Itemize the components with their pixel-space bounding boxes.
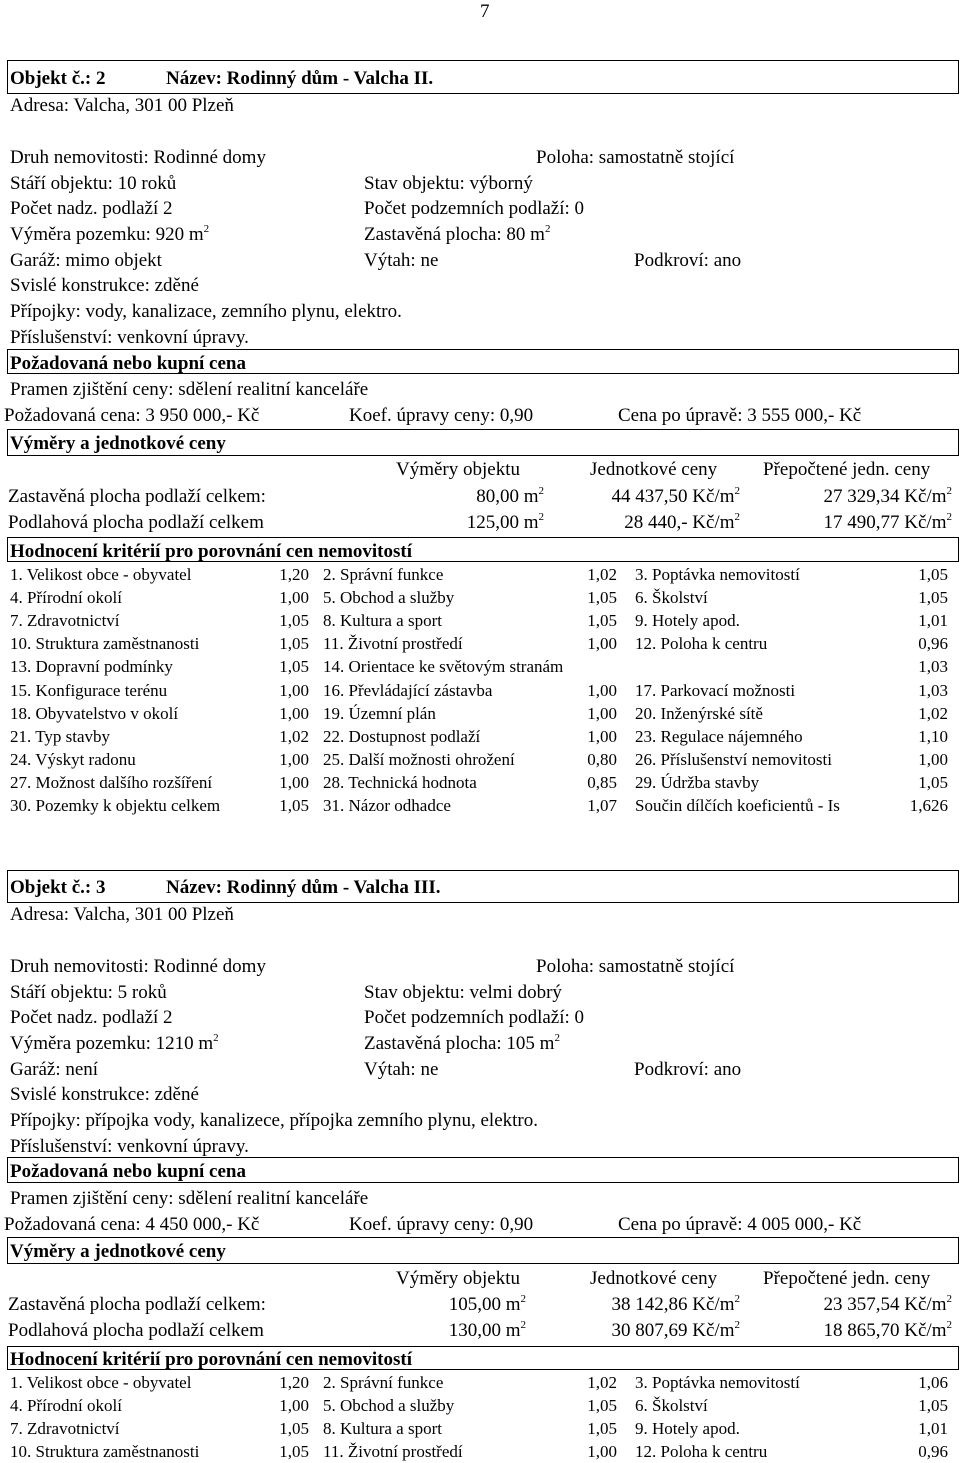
criterion-label: 5. Obchod a služby [323, 588, 455, 608]
row-built-area-label: Zastavěná plocha podlaží celkem: [8, 486, 266, 507]
row-floor-area-label: Podlahová plocha podlaží celkem [8, 512, 264, 533]
floors-below: Počet podzemních podlaží: 0 [364, 198, 585, 219]
criterion-label: 10. Struktura zaměstnanosti [10, 1442, 200, 1462]
criterion-label: 24. Výskyt radonu [10, 749, 136, 769]
asked-price: Požadovaná cena: 4 450 000,- Kč [4, 1214, 260, 1235]
price-source: Pramen zjištění ceny: sdělení realitní kanceláře [10, 1188, 369, 1209]
criterion-value: 1,00 [279, 749, 309, 769]
floors-above: Počet nadz. podlaží 2 [10, 198, 173, 219]
row-built-area-recalc: 27 329,34 $Kč/m^2$ [823, 485, 952, 507]
criterion-label: 11. Životní prostředí [323, 634, 463, 654]
row-floor-area-label: Podlahová plocha podlaží celkem [8, 1320, 264, 1341]
col-header-unit-price: Jednotkové ceny [590, 1268, 718, 1289]
criterion-value: 1,626 [909, 796, 948, 815]
built-area: Zastavěná plocha: 105 $m^2$ [364, 1032, 560, 1054]
price-coefficient: Koef. úpravy ceny: 0,90 [349, 1214, 534, 1235]
col-header-recalc-price: Přepočtené jedn. ceny [763, 459, 931, 480]
criterion-value: 1,05 [587, 611, 617, 631]
criterion-value: 1,05 [279, 1442, 309, 1462]
criterion-label: 15. Konfigurace terénu [10, 680, 168, 700]
criterion-value: 1,05 [918, 588, 948, 608]
criterion-value: 1,00 [279, 1396, 309, 1416]
row-floor-area-unit-price: 28 440,- $Kč/m^2$ [624, 511, 740, 533]
criterion-value: 1,05 [918, 565, 948, 584]
criterion-label: 5. Obchod a služby [323, 1396, 455, 1416]
elevator: Výtah: ne [364, 250, 439, 271]
row-built-area-unit-price: 38 142,86 $Kč/m^2$ [611, 1293, 740, 1315]
criterion-value: 1,00 [279, 772, 309, 792]
criterion-value: 0,96 [918, 634, 948, 654]
criterion-value: 1,00 [279, 703, 309, 723]
criterion-value: 1,05 [279, 796, 309, 815]
criterion-value: 1,20 [279, 565, 309, 584]
object-header-box [7, 60, 959, 94]
structures: Svislé konstrukce: zděné [10, 1084, 199, 1105]
object-number: Objekt č.: 2 [10, 68, 106, 89]
position: Poloha: samostatně stojící [536, 956, 735, 977]
criterion-value: 1,05 [587, 1396, 617, 1416]
criterion-label: 16. Převládající zástavba [323, 680, 493, 700]
criterion-value: 0,85 [587, 772, 617, 792]
row-floor-area-value: 125,00 $m^2$ [466, 511, 544, 533]
asked-price: Požadovaná cena: 3 950 000,- Kč [4, 405, 260, 426]
attic: Podkroví: ano [634, 1059, 742, 1080]
col-header-recalc-price: Přepočtené jedn. ceny [763, 1268, 931, 1289]
criterion-label: 25. Další možnosti ohrožení [323, 749, 515, 769]
criterion-label: 3. Poptávka nemovitostí [635, 1373, 800, 1392]
criterion-label: Součin dílčích koeficientů - Is [635, 796, 840, 815]
row-built-area-unit-price: 44 437,50 $Kč/m^2$ [611, 485, 740, 507]
criterion-value: 1,02 [279, 726, 309, 746]
property-type: Druh nemovitosti: Rodinné domy [10, 956, 266, 977]
criterion-value: 1,03 [918, 680, 948, 700]
criterion-label: 30. Pozemky k objektu celkem [10, 796, 221, 815]
criterion-value: 1,01 [918, 611, 948, 631]
criterion-value: 1,06 [918, 1373, 948, 1392]
criterion-value: 1,00 [279, 588, 309, 608]
criterion-value: 1,05 [918, 1396, 948, 1416]
criterion-label: 9. Hotely apod. [635, 611, 740, 631]
criterion-value: 1,03 [918, 657, 948, 677]
garage: Garáž: není [10, 1059, 99, 1080]
accessories: Příslušenství: venkovní úpravy. [10, 1136, 249, 1157]
age: Stáří objektu: 10 roků [10, 173, 177, 194]
criterion-value: 1,00 [587, 726, 617, 746]
criterion-label: 10. Struktura zaměstnanosti [10, 634, 200, 654]
position: Poloha: samostatně stojící [536, 147, 735, 168]
criterion-label: 1. Velikost obce - obyvatel [10, 565, 192, 584]
criterion-label: 19. Územní plán [323, 703, 436, 723]
criterion-value: 0,96 [918, 1442, 948, 1462]
row-floor-area-recalc: 18 865,70 $Kč/m^2$ [823, 1319, 952, 1341]
row-built-area-label: Zastavěná plocha podlaží celkem: [8, 1294, 266, 1315]
price-section-title: Požadovaná nebo kupní cena [10, 1161, 246, 1182]
areas-section-title: Výměry a jednotkové ceny [10, 1241, 226, 1262]
criterion-label: 12. Poloha k centru [635, 1442, 768, 1462]
criterion-label: 17. Parkovací možnosti [635, 680, 796, 700]
row-floor-area-value: 130,00 $m^2$ [448, 1319, 526, 1341]
criterion-value: 1,05 [587, 1419, 617, 1439]
criterion-label: 29. Údržba stavby [635, 772, 760, 792]
adjusted-price: Cena po úpravě: 4 005 000,- Kč [618, 1214, 862, 1235]
floors-below: Počet podzemních podlaží: 0 [364, 1007, 585, 1028]
criterion-label: 7. Zdravotnictví [10, 611, 120, 631]
criterion-label: 8. Kultura a sport [323, 1419, 442, 1439]
criterion-value: 1,01 [918, 1419, 948, 1439]
price-source: Pramen zjištění ceny: sdělení realitní kanceláře [10, 379, 369, 400]
connections: Přípojky: vody, kanalizace, zemního plynu, elektro. [10, 301, 402, 322]
criterion-label: 23. Regulace nájemného [635, 726, 803, 746]
price-coefficient: Koef. úpravy ceny: 0,90 [349, 405, 534, 426]
built-area: Zastavěná plocha: 80 $m^2$ [364, 223, 551, 245]
criterion-value: 1,00 [587, 1442, 617, 1462]
criterion-value: 1,00 [587, 703, 617, 723]
criterion-value: 1,05 [279, 1419, 309, 1439]
criterion-label: 1. Velikost obce - obyvatel [10, 1373, 192, 1392]
criterion-label: 12. Poloha k centru [635, 634, 768, 654]
connections: Přípojky: přípojka vody, kanalizece, přípojka zemního plynu, elektro. [10, 1110, 538, 1131]
condition: Stav objektu: velmi dobrý [364, 982, 562, 1003]
criterion-label: 4. Přírodní okolí [10, 588, 122, 608]
criterion-label: 18. Obyvatelstvo v okolí [10, 703, 179, 723]
criterion-value: 1,02 [918, 703, 948, 723]
criterion-label: 22. Dostupnost podlaží [323, 726, 481, 746]
areas-section-title: Výměry a jednotkové ceny [10, 433, 226, 454]
criterion-value: 1,00 [918, 749, 948, 769]
floors-above: Počet nadz. podlaží 2 [10, 1007, 173, 1028]
criterion-label: 8. Kultura a sport [323, 611, 442, 631]
criterion-value: 1,05 [279, 657, 309, 677]
criterion-value: 1,05 [279, 611, 309, 631]
row-built-area-recalc: 23 357,54 $Kč/m^2$ [823, 1293, 952, 1315]
criterion-label: 6. Školství [635, 588, 708, 608]
criterion-label: 3. Poptávka nemovitostí [635, 565, 800, 584]
criterion-label: 27. Možnost dalšího rozšíření [10, 772, 213, 792]
address: Adresa: Valcha, 301 00 Plzeň [10, 95, 234, 116]
object-number: Objekt č.: 3 [10, 877, 106, 898]
criterion-value: 1,00 [587, 634, 617, 654]
criterion-label: 14. Orientace ke světovým stranám [323, 657, 564, 677]
criteria-section-title: Hodnocení kritérií pro porovnání cen nemovitostí [10, 541, 412, 562]
criterion-value: 1,00 [587, 680, 617, 700]
condition: Stav objektu: výborný [364, 173, 533, 194]
adjusted-price: Cena po úpravě: 3 555 000,- Kč [618, 405, 862, 426]
structures: Svislé konstrukce: zděné [10, 275, 199, 296]
attic: Podkroví: ano [634, 250, 742, 271]
criterion-label: 20. Inženýrské sítě [635, 703, 763, 723]
object-name: Název: Rodinný dům - Valcha II. [166, 68, 434, 89]
row-floor-area-unit-price: 30 807,69 $Kč/m^2$ [611, 1319, 740, 1341]
criterion-value: 0,80 [587, 749, 617, 769]
criterion-label: 26. Příslušenství nemovitosti [635, 749, 832, 769]
land-area: Výměra pozemku: 1210 $m^2$ [10, 1032, 219, 1054]
row-built-area-value: 80,00 $m^2$ [476, 485, 544, 507]
criterion-value: 1,20 [279, 1373, 309, 1392]
criterion-label: 21. Typ stavby [10, 726, 111, 746]
criterion-value: 1,10 [918, 726, 948, 746]
col-header-unit-price: Jednotkové ceny [590, 459, 718, 480]
col-header-area: Výměry objektu [396, 1268, 521, 1289]
criterion-label: 2. Správní funkce [323, 565, 444, 584]
land-area: Výměra pozemku: 920 $m^2$ [10, 223, 210, 245]
address: Adresa: Valcha, 301 00 Plzeň [10, 904, 234, 925]
criterion-label: 7. Zdravotnictví [10, 1419, 120, 1439]
object-name: Název: Rodinný dům - Valcha III. [166, 877, 441, 898]
criterion-value: 1,05 [279, 634, 309, 654]
criterion-label: 6. Školství [635, 1396, 708, 1416]
criterion-value: 1,00 [279, 680, 309, 700]
criteria-section-title: Hodnocení kritérií pro porovnání cen nemovitostí [10, 1349, 412, 1370]
criterion-label: 13. Dopravní podmínky [10, 657, 173, 677]
price-section-title: Požadovaná nebo kupní cena [10, 353, 246, 374]
garage: Garáž: mimo objekt [10, 250, 162, 271]
col-header-area: Výměry objektu [396, 459, 521, 480]
object-header-box [7, 870, 959, 903]
row-built-area-value: 105,00 $m^2$ [448, 1293, 526, 1315]
criterion-value: 1,02 [587, 1373, 617, 1392]
criterion-value: 1,02 [587, 565, 617, 584]
criterion-label: 11. Životní prostředí [323, 1442, 463, 1462]
criterion-label: 4. Přírodní okolí [10, 1396, 122, 1416]
criterion-label: 9. Hotely apod. [635, 1419, 740, 1439]
criterion-value: 1,05 [918, 772, 948, 792]
age: Stáří objektu: 5 roků [10, 982, 167, 1003]
row-floor-area-recalc: 17 490,77 $Kč/m^2$ [823, 511, 952, 533]
criterion-label: 2. Správní funkce [323, 1373, 444, 1392]
criterion-label: 28. Technická hodnota [323, 772, 477, 792]
criterion-value: 1,07 [587, 796, 617, 815]
criterion-value: 1,05 [587, 588, 617, 608]
property-type: Druh nemovitosti: Rodinné domy [10, 147, 266, 168]
page-number: 7 [480, 1, 490, 22]
accessories: Příslušenství: venkovní úpravy. [10, 327, 249, 348]
criterion-label: 31. Názor odhadce [323, 796, 451, 815]
elevator: Výtah: ne [364, 1059, 439, 1080]
